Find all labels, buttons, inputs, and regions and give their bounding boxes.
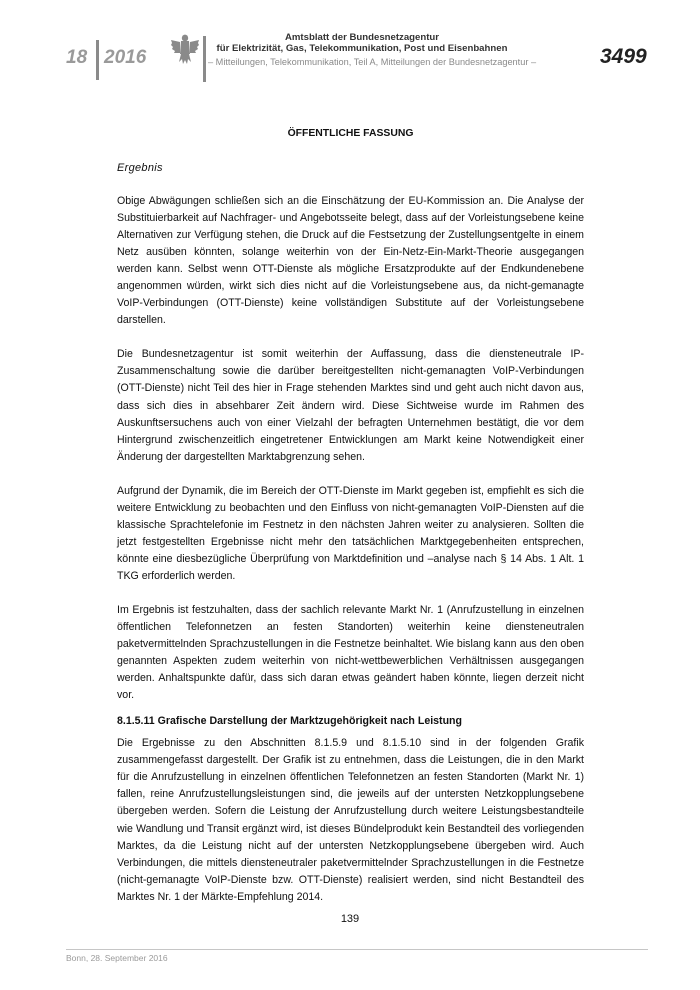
gazette-title-subline: für Elektrizität, Gas, Telekommunikation, Post und Eisenbahnen <box>216 43 508 54</box>
paragraph: Die Bundesnetzagentur ist somit weiterhin der Auffassung, dass die diensteneutrale IP-Zusammenschaltung sowie die darüber bereitgestellten nicht-gemanagten VoIP-Verbindungen (OTT-Dienste) nicht Teil des hier in Frage stehenden Marktes sind und geht auch nicht davon aus, dass sich dies in absehbarer Zeit ändern wird. Diese Sichtweise wurde im Rahmen des Auskunftsersuchens auch von einer Vielzahl der befragten Unternehmen bestätigt, die vor dem Hintergrund zwischenzeitlich eingetretener Entwicklungen am Markt keine Notwendigkeit einer Änderung der dargestellten Marktabgrenzung sehen. <box>117 348 584 463</box>
issue-year: 2016 <box>104 47 147 68</box>
page-number: 3499 <box>600 45 647 68</box>
section-label: Ergebnis <box>117 162 163 174</box>
header-divider <box>203 36 206 82</box>
federal-eagle-icon <box>170 32 200 66</box>
paragraph: Im Ergebnis ist festzuhalten, dass der sachlich relevante Markt Nr. 1 (Anrufzustellung in einzelnen öffentlichen Telefonnetzen an festen Standorten) weiterhin keine diensteneutralen paketvermittelnden Sprachzustellungen in die Festnetze beinhaltet. Wie bislang kann aus den oben genannten Aspekten zudem weiterhin von nicht-wettbewerblichen Verhältnissen ausgegangen werden. Anhaltspunkte dafür, dass sich daran etwas geändert haben könnte, liegen derzeit nicht vor. <box>117 603 584 702</box>
paragraph: Aufgrund der Dynamik, die im Bereich der OTT-Dienste im Markt gegeben ist, empfiehlt es sich die weitere Entwicklung zu beobachten und den Einfluss von nicht-gemanagten VoIP-Diensten auf die klassische Sprachtelefonie im Festnetz in den nächsten Jahren weiter zu analysieren. Sollten die jetzt festgestellten Ergebnisse nicht mehr den tatsächlichen Marktgegebenheiten entsprechen, könnte eine diesbezügliche Überprüfung von Marktdefinition und –analyse nach § 14 Abs. 1 Alt. 1 TKG erforderlich werden. <box>117 484 584 582</box>
issue-number: 18 <box>66 47 88 68</box>
footer-page-number: 139 <box>340 913 360 925</box>
document-body <box>117 128 584 923</box>
header-divider <box>96 40 99 80</box>
footer-divider <box>66 949 648 950</box>
gazette-title: Amtsblatt der Bundesnetzagentur <box>284 32 440 43</box>
paragraph: Obige Abwägungen schließen sich an die Einschätzung der EU-Kommission an. Die Analyse der Substituierbarkeit auf Nachfrager- und Angebotsseite belegt, dass auf der Vorleistungsebene keine Alternativen zur Verfügung stehen, die Druck auf die Festsetzung der Zustellungsentgelte in einem Netz ausüben könnten, solange weiterhin von der Ein-Netz-Ein-Markt-Theorie ausgegangen werden kann. Selbst wenn OTT-Dienste als mögliche Ersatzprodukte auf der Endkundenebene angenommen würden, wirkt sich dies nicht auf die Vorleistungsebene aus, da nicht-gemanagte VoIP-Verbindungen (OTT-Dienste) keine vollständigen Substitute auf der Vorleistungsebene darstellen. <box>117 195 584 327</box>
paragraph: Die Ergebnisse zu den Abschnitten 8.1.5.9 und 8.1.5.10 sind in der folgenden Grafik zusammengefasst dargestellt. Der Grafik ist zu entnehmen, dass die Leistungen, die in den Markt für die Anrufzustellung in einzelnen öffentlichen Telefonnetzen an festen Standorten (Markt Nr. 1) fallen, reine Anrufzustellungsleistungen sind, die jeweils auf der untersten Netzkopplungsebene übergeben werden. Sofern die Leistung der Anrufzustellung durch weitere Leistungsbestandteile wie Wandlung und Transit ergänzt wird, ist dieses Bündelprodukt kein Bestandteil des vorliegenden Marktes, da die Leistung nicht auf der untersten Netzkopplungsebene übergeben wird. Auch Verbindungen, die mittels diensteneutraler paketvermittelnder Sprachzustellungen in die Festnetze (nicht-gemanagte VoIP-Dienste bzw. OTT-Dienste) realisiert werden, sind nicht Bestandteil des Marktes Nr. 1 der Märkte-Empfehlung 2014. <box>117 737 584 903</box>
gazette-section-subtitle: – Mitteilungen, Telekommunikation, Teil A, Mitteilungen der Bundesnetzagentur – <box>208 57 537 67</box>
footer-date: Bonn, 28. September 2016 <box>66 953 168 963</box>
subsection-heading: 8.1.5.11 Grafische Darstellung der Marktzugehörigkeit nach Leistung <box>117 715 462 728</box>
document-heading: ÖFFENTLICHE FASSUNG <box>287 128 414 139</box>
